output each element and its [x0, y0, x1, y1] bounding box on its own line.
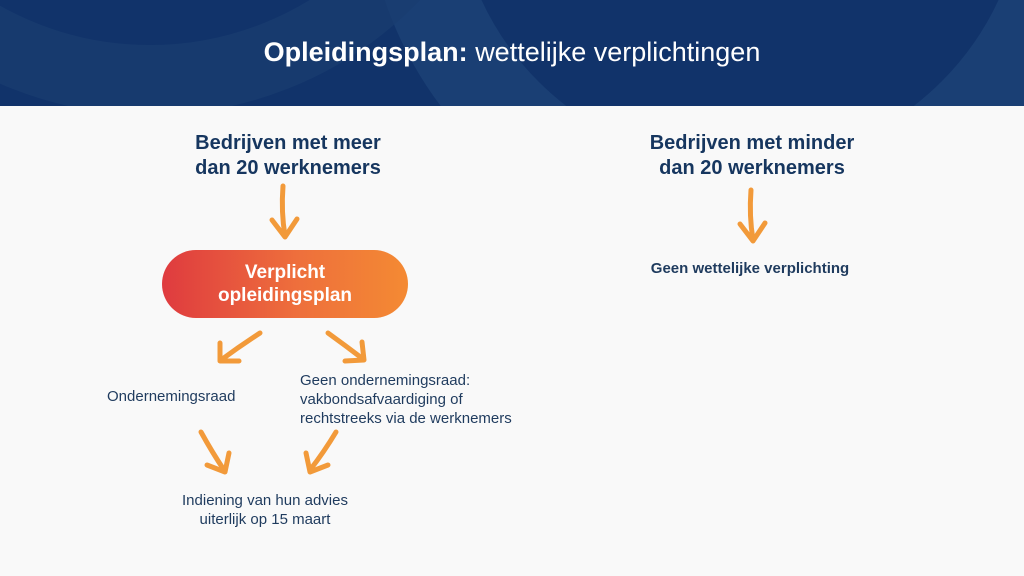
heading-less-line2: dan 20 werknemers — [659, 157, 845, 179]
pill-line1: Verplicht — [244, 262, 326, 283]
heading-more-line1: Bedrijven met meer — [195, 132, 381, 154]
geen-or-line2: vakbondsafvaardiging of — [300, 391, 463, 408]
geen-wettelijke-verplichting-text: Geen wettelijke verplichting — [650, 260, 850, 277]
indiening-advies-text — [140, 491, 390, 529]
page-title-bold: Opleidingsplan: — [263, 37, 468, 67]
heading-less-line1: Bedrijven met minder — [649, 132, 855, 154]
geen-or-line3: rechtstreeks via de werknemers — [300, 410, 512, 427]
arrow-down-left-heading-icon — [272, 186, 297, 237]
indiening-line1: Indiening van hun advies — [182, 492, 348, 509]
arrow-down-right-heading-icon — [740, 190, 765, 241]
heading-more-line2: dan 20 werknemers — [195, 157, 381, 179]
geen-or-line1: Geen ondernemingsraad: — [300, 372, 471, 389]
arrow-to-ondernemingsraad-icon — [220, 333, 260, 361]
geen-ondernemingsraad-text — [300, 371, 560, 428]
arrow-to-indiening-left-icon — [201, 432, 229, 472]
ondernemingsraad-label: Ondernemingsraad — [107, 388, 236, 405]
pill-line2: opleidingsplan — [217, 285, 353, 306]
arrow-to-indiening-right-icon — [306, 432, 336, 472]
arrow-to-geen-ondernemingsraad-icon — [328, 333, 364, 361]
verplicht-opleidingsplan-pill — [162, 250, 408, 318]
indiening-line2: uiterlijk op 15 maart — [199, 511, 331, 528]
page-title-rest: wettelijke verplichtingen — [475, 37, 761, 67]
